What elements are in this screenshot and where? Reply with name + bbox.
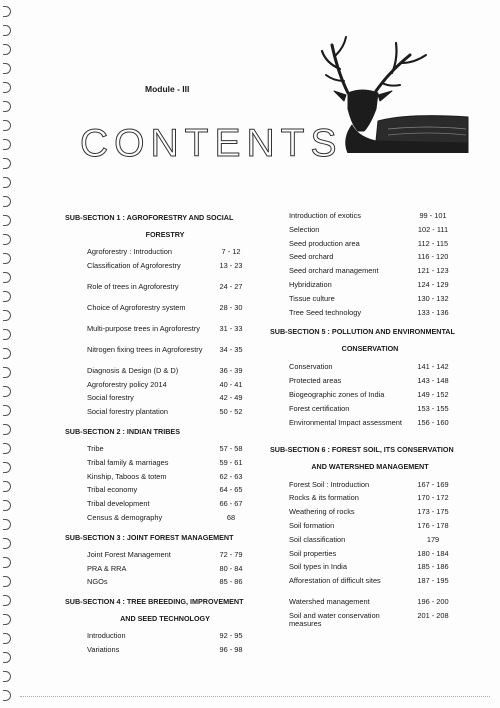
toc-entry	[270, 596, 470, 610]
toc-entry-title: Social forestry plantation	[87, 407, 168, 417]
toc-entry-title: Forest Soil : Introduction	[289, 479, 370, 489]
toc-entry-pages: 92 - 95	[219, 631, 243, 641]
binder-hole	[3, 101, 11, 112]
toc-entry	[270, 575, 470, 596]
toc-entry-pages: 68	[226, 512, 236, 522]
toc-entry-pages: 66 - 67	[219, 499, 243, 509]
toc-entry-title: Introduction	[87, 631, 126, 641]
toc-entry-pages: 130 - 132	[417, 293, 449, 303]
binder-hole	[3, 690, 11, 701]
toc-entry-pages: 187 - 195	[417, 576, 449, 586]
binder-hole	[3, 633, 11, 644]
toc-entry	[270, 361, 470, 375]
toc-entry-pages: 59 - 61	[219, 457, 243, 467]
toc-entry-title: Environmental Impact assessment	[289, 417, 402, 427]
toc-entry-title: Soil formation	[289, 520, 335, 530]
binder-hole	[3, 595, 11, 606]
toc-entry-title: Nitrogen fixing trees in Agroforestry	[87, 344, 203, 354]
toc-entry-pages: 64 - 65	[219, 485, 243, 495]
toc-entry-title: Agroforestry policy 2014	[87, 379, 167, 389]
toc-entry	[270, 251, 470, 265]
deer-illustration	[318, 33, 470, 153]
toc-entry-title: Kinship, Taboos & totem	[87, 471, 167, 481]
toc-entry-pages: 180 - 184	[417, 548, 449, 558]
toc-entry	[65, 443, 265, 457]
toc-entry-title: Tree Seed technology	[289, 307, 362, 317]
toc-entry	[65, 512, 265, 526]
toc-entry	[65, 630, 265, 644]
toc-entry-pages: 149 - 152	[417, 389, 449, 399]
binder-hole	[3, 462, 11, 473]
binder-hole	[3, 25, 11, 36]
toc-entry-title: Rocks & its formation	[289, 493, 359, 503]
toc-entry-pages: 116 - 120	[417, 252, 449, 262]
toc-entry	[270, 224, 470, 238]
toc-entry-pages: 40 - 41	[219, 379, 243, 389]
toc-entry	[65, 246, 265, 260]
binder-hole	[3, 576, 11, 587]
toc-entry	[65, 302, 265, 323]
toc-entry-pages: 62 - 63	[219, 471, 243, 481]
toc-entry-title: Selection	[289, 224, 320, 234]
toc-entry	[65, 471, 265, 485]
toc-entry	[270, 210, 470, 224]
toc-entry-pages: 167 - 169	[417, 479, 449, 489]
binder-hole	[3, 310, 11, 321]
section-heading-line1: SUB-SECTION 1 : AGROFORESTRY AND SOCIAL	[65, 213, 234, 222]
toc-entry-pages: 143 - 148	[417, 376, 449, 386]
toc-entry	[65, 549, 265, 563]
binder-hole	[3, 481, 11, 492]
toc-entry-title: Soil classification	[289, 534, 346, 544]
toc-entry-pages: 133 - 136	[417, 307, 449, 317]
toc-entry	[270, 403, 470, 417]
binder-hole	[3, 538, 11, 549]
toc-entry	[65, 281, 265, 302]
toc-entry-title: Variations	[87, 644, 120, 654]
toc-entry	[270, 238, 470, 252]
binder-hole	[3, 386, 11, 397]
toc-entry-pages: 96 - 98	[219, 644, 243, 654]
toc-entry	[270, 375, 470, 389]
toc-entry	[270, 610, 470, 631]
toc-entry	[65, 379, 265, 393]
toc-entry	[270, 534, 470, 548]
binder-hole	[3, 6, 11, 17]
section-heading-line2: FORESTRY	[145, 230, 185, 239]
toc-entry-pages: 28 - 30	[219, 302, 243, 312]
toc-entry-pages: 57 - 58	[219, 443, 243, 453]
toc-entry	[65, 484, 265, 498]
binder-hole	[3, 291, 11, 302]
toc-entry-title: Classification of Agroforestry	[87, 260, 181, 270]
toc-entry-title: NGOs	[87, 577, 108, 587]
contents-left-column	[65, 209, 265, 658]
toc-entry-pages: 36 - 39	[219, 365, 243, 375]
binder-hole	[3, 443, 11, 454]
toc-entry-pages: 34 - 35	[219, 344, 243, 354]
toc-entry-pages: 7 - 12	[221, 247, 241, 256]
toc-entry-title: Afforestation of difficult sites	[289, 576, 381, 586]
binder-hole	[3, 614, 11, 625]
binder-hole	[3, 196, 11, 207]
binder-hole	[3, 500, 11, 511]
section-heading	[65, 593, 265, 627]
toc-entry-title: Tissue culture	[289, 293, 335, 303]
toc-entry-pages: 85 - 86	[219, 577, 243, 587]
toc-entry	[65, 323, 265, 344]
binder-hole	[3, 348, 11, 359]
toc-entry	[270, 307, 470, 321]
toc-entry-title: Choice of Agroforestry system	[87, 302, 186, 312]
binder-hole	[3, 139, 11, 150]
toc-entry	[65, 365, 265, 379]
toc-entry	[270, 506, 470, 520]
toc-entry-pages: 80 - 84	[219, 563, 243, 573]
toc-entry-title: Role of trees in Agroforestry	[87, 281, 179, 291]
toc-entry-pages: 141 - 142	[417, 362, 449, 372]
toc-entry	[270, 520, 470, 534]
binder-hole	[3, 177, 11, 188]
toc-entry-pages: 102 - 111	[417, 224, 449, 234]
toc-entry-pages: 201 - 208	[417, 610, 449, 620]
toc-entry-pages: 185 - 186	[417, 562, 449, 572]
toc-entry-pages: 42 - 49	[219, 393, 243, 403]
toc-entry	[270, 479, 470, 493]
toc-entry-title: Seed orchard	[289, 252, 334, 262]
section-heading	[65, 529, 265, 546]
toc-entry-pages: 153 - 155	[417, 403, 449, 413]
toc-entry-title: Protected areas	[289, 376, 342, 386]
toc-entry-title: PRA & RRA	[87, 563, 127, 573]
binder-hole	[3, 519, 11, 530]
section-heading-line2: CONSERVATION	[341, 344, 399, 354]
toc-entry-title: Census & demography	[87, 512, 163, 522]
toc-entry-title: Forest certification	[289, 403, 350, 413]
binder-hole	[3, 652, 11, 663]
section-heading-line1: SUB-SECTION 3 : JOINT FOREST MANAGEMENT	[65, 532, 234, 542]
toc-entry-title: Seed orchard management	[289, 266, 379, 276]
binder-hole	[3, 405, 11, 416]
toc-entry	[270, 548, 470, 562]
binder-hole	[3, 215, 11, 226]
contents-right-column	[270, 210, 470, 631]
toc-entry-title: Introduction of exotics	[289, 211, 361, 220]
section-heading-line2: AND SEED TECHNOLOGY	[120, 614, 210, 624]
toc-entry-title: Diagnosis & Design (D & D)	[87, 365, 179, 375]
toc-entry-title: Social forestry	[87, 393, 134, 403]
toc-entry	[270, 293, 470, 307]
toc-entry-title: Tribe	[87, 443, 104, 453]
toc-entry-title: Watershed management	[289, 597, 370, 607]
section-heading	[270, 441, 470, 475]
binder-hole	[3, 63, 11, 74]
binder-hole	[3, 557, 11, 568]
toc-entry-title: Seed production area	[289, 238, 360, 248]
binder-hole	[3, 82, 11, 93]
binder-hole	[3, 234, 11, 245]
toc-entry-pages: 176 - 178	[417, 520, 449, 530]
toc-entry-title: Weathering of rocks	[289, 507, 355, 517]
toc-entry-pages: 99 - 101	[419, 211, 447, 220]
bottom-edge	[20, 696, 490, 700]
binder-hole	[3, 671, 11, 682]
toc-entry-pages: 179	[426, 534, 440, 544]
toc-entry	[270, 492, 470, 506]
toc-entry	[65, 344, 265, 365]
section-heading	[270, 323, 470, 357]
module-label: Module - III	[145, 84, 190, 94]
binder-hole	[3, 158, 11, 169]
toc-entry	[65, 576, 265, 590]
section-heading	[65, 423, 265, 440]
toc-entry	[270, 561, 470, 575]
toc-entry-title: Soil properties	[289, 548, 337, 558]
toc-entry-pages: 196 - 200	[417, 597, 449, 607]
toc-entry-pages: 31 - 33	[219, 323, 243, 333]
toc-entry-title: Soil and water conservation measures	[289, 610, 380, 629]
toc-entry	[270, 417, 470, 438]
toc-entry-pages: 124 - 129	[417, 279, 449, 289]
toc-entry-title: Agroforestry : Introduction	[87, 247, 173, 256]
toc-entry-title: Tribal family & marriages	[87, 457, 169, 467]
toc-entry-pages: 121 - 123	[417, 266, 449, 276]
toc-entry-pages: 173 - 175	[417, 507, 449, 517]
toc-entry-title: Joint Forest Management	[87, 549, 171, 559]
binder-hole	[3, 329, 11, 340]
section-heading-line1: SUB-SECTION 5 : POLLUTION AND ENVIRONMENTAL	[270, 327, 455, 337]
toc-entry-pages: 170 - 172	[417, 493, 449, 503]
binder-hole	[3, 367, 11, 378]
toc-entry-pages: 50 - 52	[219, 407, 243, 417]
binder-holes	[0, 0, 16, 708]
toc-entry	[65, 260, 265, 281]
binder-hole	[3, 44, 11, 55]
toc-entry	[65, 498, 265, 512]
toc-entry	[65, 644, 265, 658]
section-heading	[65, 209, 265, 243]
toc-entry-pages: 24 - 27	[219, 281, 243, 291]
toc-entry	[65, 563, 265, 577]
toc-entry	[270, 389, 470, 403]
toc-entry	[65, 406, 265, 420]
toc-entry	[270, 279, 470, 293]
toc-entry-title: Tribal economy	[87, 485, 138, 495]
toc-entry-title: Biogeographic zones of India	[289, 389, 385, 399]
section-heading-line1: SUB-SECTION 6 : FOREST SOIL, ITS CONSERVATION	[270, 444, 454, 454]
toc-entry-title: Hybridization	[289, 279, 332, 289]
page-title: CONTENTS	[80, 122, 343, 165]
toc-entry	[65, 457, 265, 471]
binder-hole	[3, 253, 11, 264]
section-heading-line1: SUB-SECTION 2 : INDIAN TRIBES	[65, 426, 181, 436]
toc-entry-title: Tribal development	[87, 499, 150, 509]
binder-hole	[3, 424, 11, 435]
binder-hole	[3, 120, 11, 131]
toc-entry-pages: 156 - 160	[417, 417, 449, 427]
binder-hole	[3, 272, 11, 283]
toc-entry-pages: 13 - 23	[219, 260, 243, 270]
toc-entry	[65, 392, 265, 406]
section-heading-line1: SUB-SECTION 4 : TREE BREEDING, IMPROVEMENT	[65, 597, 244, 607]
toc-entry-pages: 112 - 115	[417, 238, 449, 248]
toc-entry-pages: 72 - 79	[219, 549, 243, 559]
toc-entry-title: Soil types in India	[289, 562, 347, 572]
section-heading-line2: AND WATERSHED MANAGEMENT	[311, 461, 429, 471]
toc-entry-title: Multi-purpose trees in Agroforestry	[87, 323, 200, 333]
toc-entry	[270, 265, 470, 279]
toc-entry-title: Conservation	[289, 362, 333, 372]
